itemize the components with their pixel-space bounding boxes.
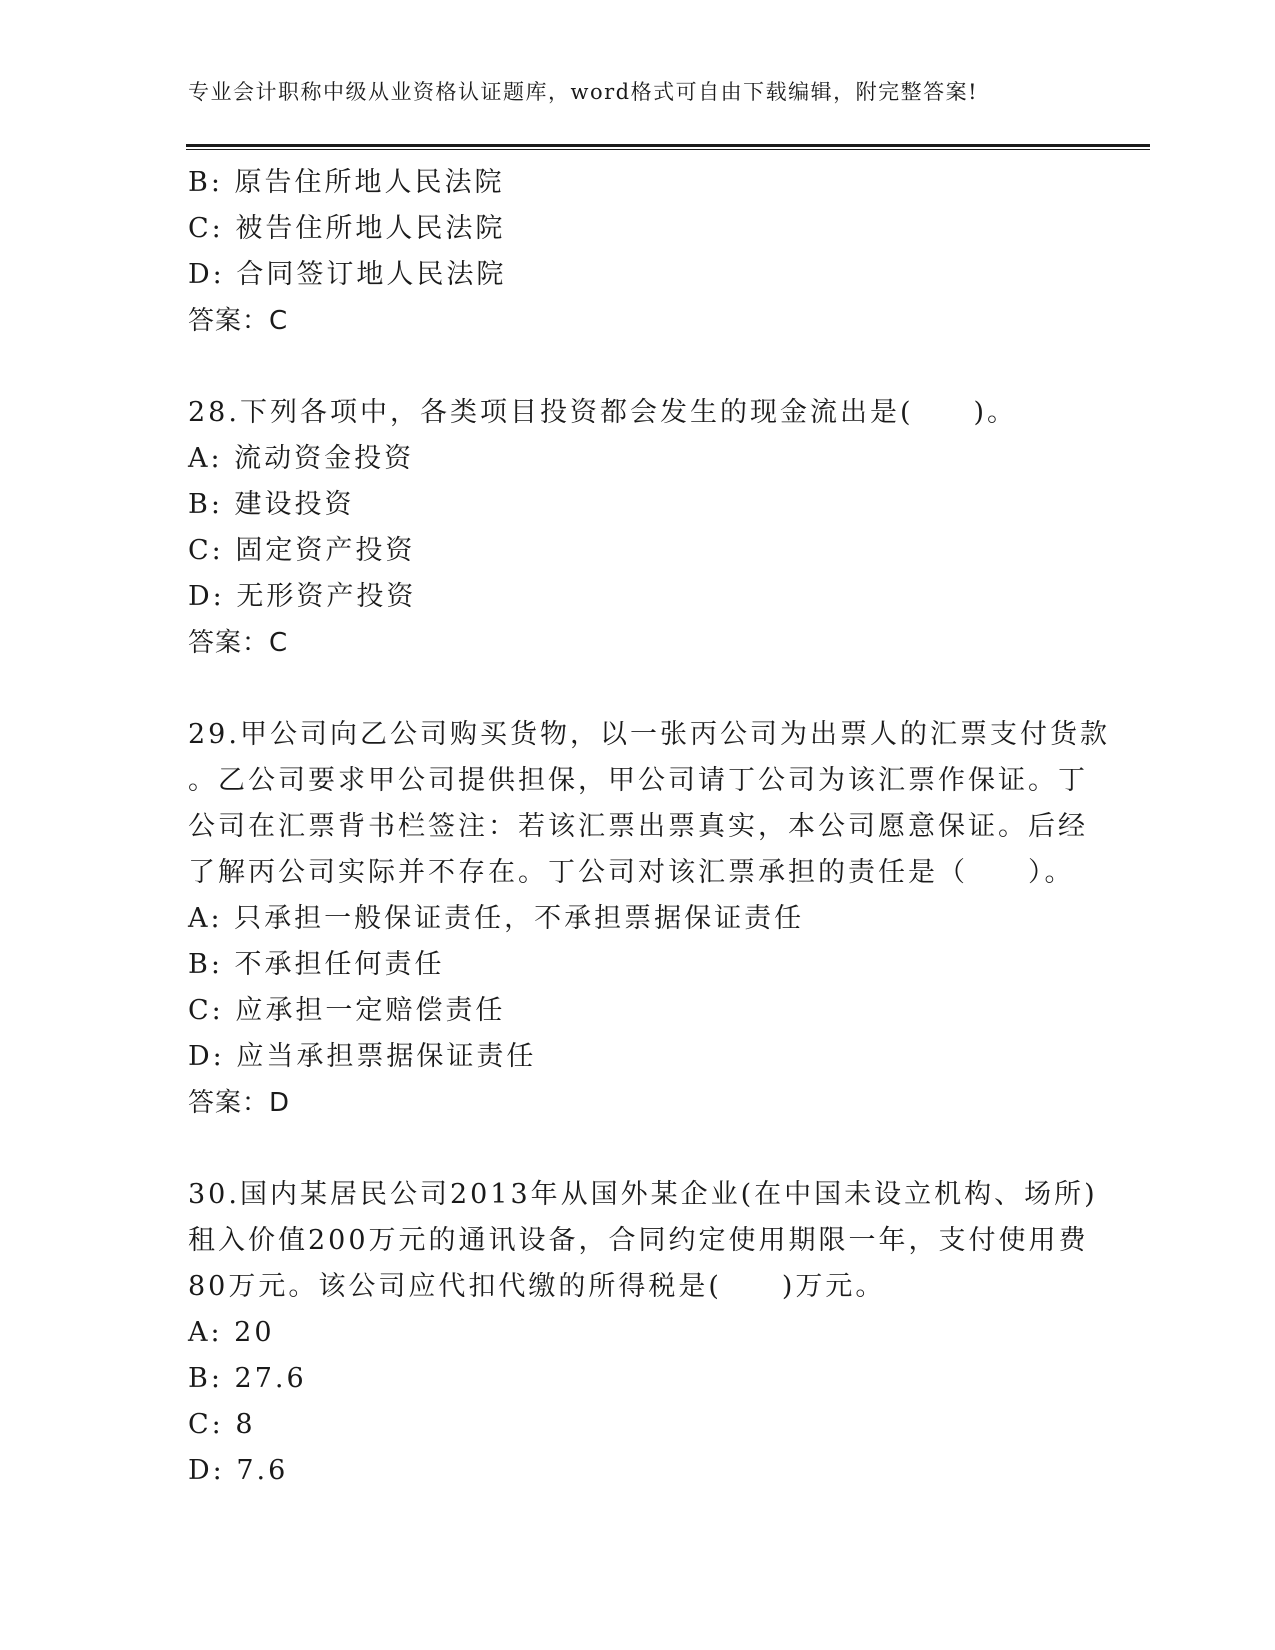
option-c: C: 应承担一定赔偿责任 [188, 995, 506, 1026]
option-a: A: 20 [188, 1317, 275, 1348]
question-stem-line-2: 。乙公司要求甲公司提供担保，甲公司请丁公司为该汇票作保证。丁 [188, 765, 1088, 796]
question-stem-line-3: 公司在汇票背书栏签注：若该汇票出票真实，本公司愿意保证。后经 [188, 811, 1088, 842]
option-c: C: 固定资产投资 [188, 535, 416, 566]
option-a: A: 流动资金投资 [188, 443, 415, 474]
question-stem-line-3: 80万元。该公司应代扣代缴的所得税是( )万元。 [188, 1271, 886, 1302]
question-stem-line-4: 了解丙公司实际并不存在。丁公司对该汇票承担的责任是（ ）。 [188, 857, 1075, 888]
option-b: B: 建设投资 [188, 489, 355, 520]
question-stem: 28.下列各项中，各类项目投资都会发生的现金流出是( )。 [188, 397, 1018, 428]
question-28 [188, 390, 1088, 666]
option-c: C: 被告住所地人民法院 [188, 213, 506, 244]
question-29 [188, 712, 1110, 1126]
option-b: B: 不承担任何责任 [188, 949, 445, 980]
option-d: D: 7.6 [188, 1455, 289, 1486]
answer: 答案：C [188, 628, 289, 658]
option-c: C: 8 [188, 1409, 256, 1440]
option-b: B: 原告住所地人民法院 [188, 167, 505, 198]
question-stem-line-1: 29.甲公司向乙公司购买货物，以一张丙公司为出票人的汇票支付货款 [188, 719, 1110, 750]
question-stem-line-2: 租入价值200万元的通讯设备，合同约定使用期限一年，支付使用费 [188, 1225, 1089, 1256]
question-30 [188, 1172, 1098, 1494]
answer: 答案：C [188, 306, 289, 336]
option-d: D: 无形资产投资 [188, 581, 417, 612]
page-header: 专业会计职称中级从业资格认证题库，word格式可自由下载编辑，附完整答案! [188, 80, 979, 104]
option-d: D: 应当承担票据保证责任 [188, 1041, 537, 1072]
option-b: B: 27.6 [188, 1363, 307, 1394]
question-stem-line-1: 30.国内某居民公司2013年从国外某企业(在中国未设立机构、场所) [188, 1179, 1098, 1210]
answer: 答案：D [188, 1088, 291, 1118]
option-d: D: 合同签订地人民法院 [188, 259, 507, 290]
question-27-tail [188, 160, 1088, 344]
question-list [188, 160, 1110, 1494]
option-a: A: 只承担一般保证责任，不承担票据保证责任 [188, 903, 805, 934]
header-divider [186, 144, 1150, 150]
